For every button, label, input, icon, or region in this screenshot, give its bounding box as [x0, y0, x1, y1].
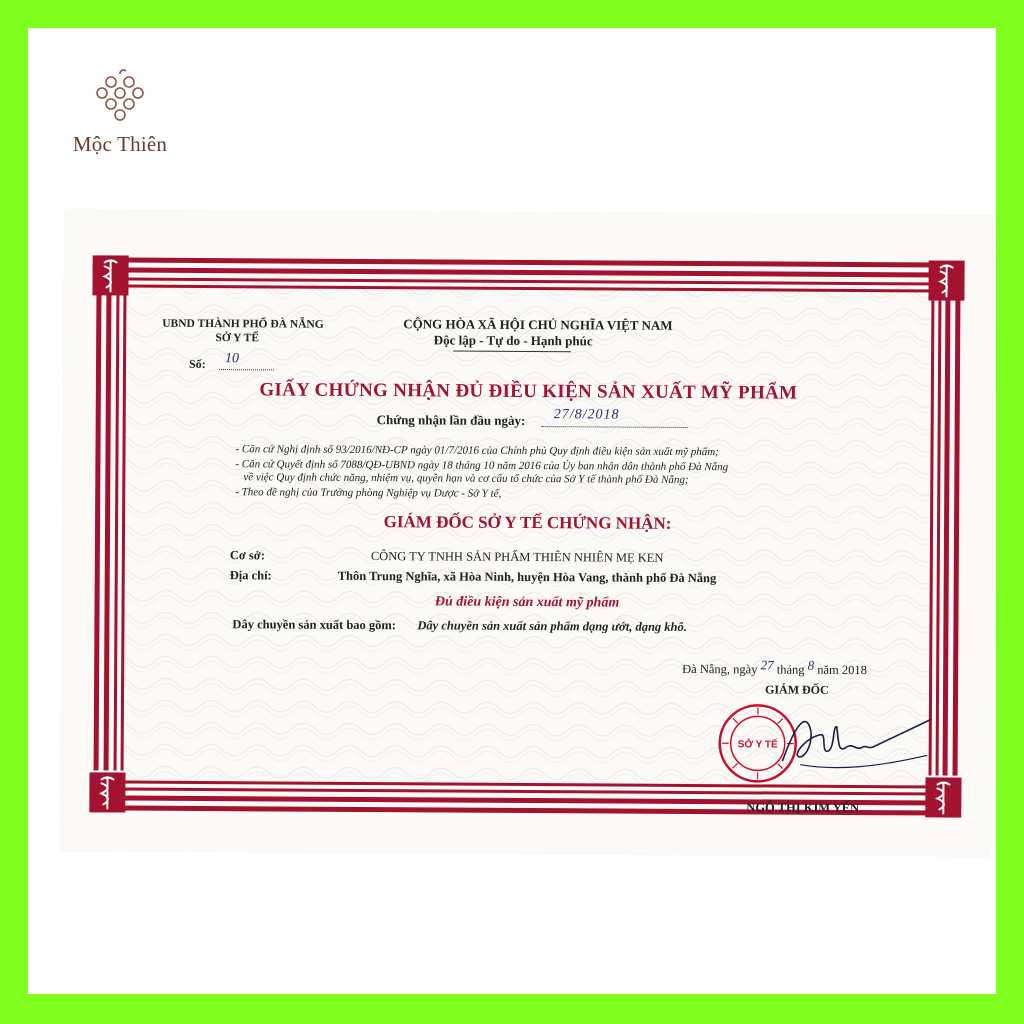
director-heading: GIÁM ĐỐC SỞ Y TẾ CHỨNG NHẬN:: [383, 512, 672, 533]
brand-name: Mộc Thiên: [72, 132, 168, 156]
brand-logo: [70, 68, 170, 157]
address-label: Địa chỉ:: [229, 568, 272, 583]
signer-name: NGÔ THỊ KIM YẾN: [746, 800, 860, 816]
place-prefix: Đà Nẵng, ngày: [682, 661, 758, 677]
authority-city: UBND THÀNH PHỐ ĐÀ NẴNG: [162, 317, 324, 331]
facility-label: Cơ sở:: [229, 548, 265, 563]
page-canvas: [28, 28, 996, 994]
basis-line-3: về việc Quy định chức năng, nhiệm vụ, quyền hạn và cơ cấu tổ chức của Sở Y tế thành phố Đà Nẵng;: [243, 471, 689, 486]
signer-title: GIÁM ĐỐC: [765, 682, 829, 697]
country-name: CỘNG HÒA XÃ HỘI CHỦ NGHĨA VIỆT NAM: [403, 316, 673, 333]
date-month: 8: [807, 657, 815, 673]
issue-date-value: 27/8/2018: [553, 407, 620, 423]
date-day: 27: [760, 657, 774, 673]
qualification-statement: Đủ điều kiện sản xuất mỹ phẩm: [434, 594, 620, 611]
certificate-title: GIẤY CHỨNG NHẬN ĐỦ ĐIỀU KIỆN SẢN XUẤT MỸ PHẨM: [259, 379, 798, 404]
production-line-label: Dây chuyền sản xuất bao gồm:: [232, 617, 397, 633]
issue-date-label: Chứng nhận lần đầu ngày:: [376, 412, 526, 428]
country-motto: Độc lập - Tự do - Hạnh phúc: [433, 332, 593, 349]
grape-logo-icon: [93, 68, 147, 130]
date-month-word: tháng: [776, 662, 805, 677]
seal-text: SỞ Y TẾ: [737, 739, 778, 751]
issuing-authority: [162, 317, 324, 346]
number-value: 10: [225, 351, 240, 367]
place-date: [682, 657, 867, 678]
basis-line-1: - Căn cứ Nghị định số 93/2016/NĐ-CP ngày 01/7/2016 của Chính phủ Quy định điều kiện sản xuất mỹ phẩm;: [235, 443, 719, 459]
certificate-document: [61, 210, 994, 856]
authority-department: SỞ Y TẾ: [215, 332, 260, 345]
handwritten-signature: [776, 711, 936, 782]
number-label: Số:: [188, 356, 206, 372]
national-heading: [403, 316, 673, 349]
date-year: năm 2018: [817, 662, 867, 678]
address-value: Thôn Trung Nghĩa, xã Hòa Ninh, huyện Hòa Vang, thành phố Đà Nẵng: [337, 568, 717, 586]
facility-value: CÔNG TY TNHH SẢN PHẨM THIÊN NHIÊN MẸ KEN: [370, 549, 664, 565]
basis-line-4: - Theo đề nghị của Trưởng phòng Nghiệp vụ Dược - Sở Y tế,: [235, 486, 502, 500]
basis-line-2: - Căn cứ Quyết định số 7088/QĐ-UBND ngày 18 tháng 10 năm 2016 của Ủy ban nhân dân thành phố Đà Nẵng: [235, 458, 729, 474]
production-line-value: Dây chuyền sản xuất sản phẩm dạng ướt, dạng khô.: [417, 618, 687, 634]
